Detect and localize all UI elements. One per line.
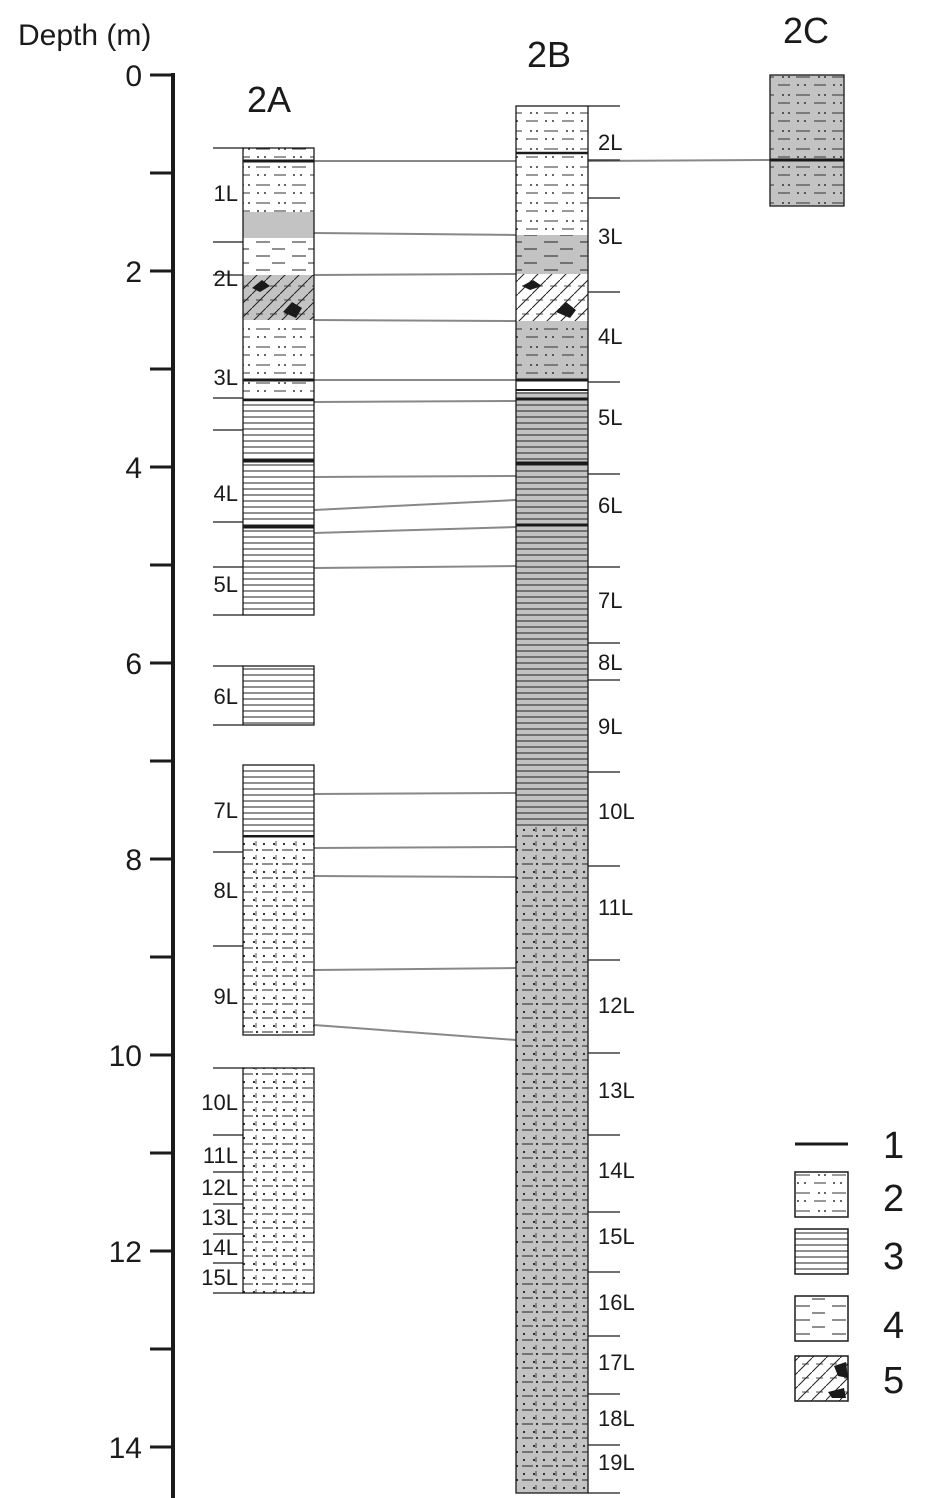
correlation-line	[314, 274, 516, 275]
silt-layer	[243, 148, 314, 212]
axis-tick-label: 8	[125, 844, 142, 877]
hatched-layer	[516, 274, 588, 321]
unit-label-2A: 14L	[201, 1235, 238, 1260]
unit-label-2B: 11L	[598, 895, 634, 920]
unit-label-2B: 10L	[598, 799, 635, 824]
correlation-line	[314, 500, 516, 510]
unit-label-2B: 5L	[598, 405, 623, 430]
unit-label-2B: 7L	[598, 588, 623, 613]
column-2C	[770, 75, 844, 206]
axis-tick-label: 2	[125, 256, 142, 289]
legend-swatch-2	[795, 1172, 848, 1217]
unit-label-2A: 3L	[213, 365, 238, 390]
legend-swatch-4	[795, 1296, 848, 1341]
column-2B-labels	[598, 130, 635, 1475]
sand-layer	[516, 826, 588, 1493]
column-2A	[213, 148, 314, 1293]
unit-label-2A: 1L	[213, 181, 238, 206]
unit-label-2B: 9L	[598, 714, 623, 739]
unit-label-2B: 16L	[598, 1290, 635, 1315]
correlation-line	[314, 1025, 516, 1040]
gray-silt-layer	[770, 75, 844, 206]
column-title-2B: 2B	[527, 34, 572, 75]
gray-clay-layer	[516, 235, 588, 274]
axis-tick-label: 10	[108, 1040, 142, 1073]
column-title-2A: 2A	[247, 79, 292, 120]
correlation-line	[314, 876, 516, 877]
legend	[795, 1125, 904, 1402]
unit-label-2A: 15L	[201, 1265, 238, 1290]
unit-label-2A: 7L	[213, 798, 238, 823]
unit-label-2B: 3L	[598, 224, 623, 249]
hatched-layer	[243, 275, 314, 320]
unit-label-2A: 5L	[213, 572, 238, 597]
legend-key-2: 2	[883, 1178, 905, 1220]
unit-label-2A: 10L	[201, 1090, 238, 1115]
correlation-line	[314, 401, 516, 402]
unit-label-2A: 8L	[213, 878, 238, 903]
unit-label-2B: 8L	[598, 650, 623, 675]
silt-layer	[516, 160, 588, 235]
unit-label-2A: 11L	[202, 1143, 238, 1168]
axis-tick-label: 6	[125, 648, 142, 681]
depth-axis-title: Depth (m)	[18, 19, 152, 52]
legend-swatch-3	[795, 1229, 848, 1274]
laminated-layer	[243, 398, 314, 615]
correlation-line	[314, 847, 516, 848]
correlation-line	[314, 527, 516, 533]
column-2A-labels	[201, 181, 238, 1290]
unit-label-2B: 13L	[598, 1078, 635, 1103]
correlation-line	[314, 793, 516, 794]
legend-key-5: 5	[883, 1360, 905, 1402]
correlation-line	[314, 233, 516, 235]
correlation-line	[314, 968, 516, 970]
unit-label-2A: 4L	[213, 481, 238, 506]
unit-label-2B: 18L	[598, 1406, 635, 1431]
gray-silt-layer	[516, 321, 588, 380]
unit-label-2B: 17L	[598, 1350, 635, 1375]
unit-label-2B: 4L	[598, 324, 623, 349]
silt-layer	[243, 320, 314, 398]
unit-label-2A: 12L	[201, 1175, 238, 1200]
unit-label-2A: 2L	[213, 266, 238, 291]
laminated-layer	[243, 765, 314, 838]
axis-tick-label: 0	[125, 60, 142, 93]
axis-tick-label: 12	[108, 1236, 142, 1269]
correlation-line	[314, 566, 516, 568]
laminated-layer	[516, 392, 588, 826]
sand-layer	[243, 1068, 314, 1293]
sand-layer	[243, 838, 314, 1035]
unit-label-2B: 15L	[598, 1224, 635, 1249]
unit-label-2B: 6L	[598, 493, 623, 518]
laminated-layer	[243, 666, 314, 725]
correlation-line	[314, 476, 516, 477]
unit-label-2B: 19L	[598, 1450, 635, 1475]
clay-layer	[243, 238, 314, 275]
legend-key-3: 3	[883, 1236, 905, 1278]
unit-label-2A: 6L	[213, 684, 238, 709]
legend-key-1: 1	[883, 1125, 905, 1167]
unit-label-2B: 12L	[598, 993, 635, 1018]
unit-label-2B: 2L	[598, 130, 623, 155]
depth-axis-ticks	[109, 60, 173, 1465]
column-title-2C: 2C	[783, 10, 830, 51]
axis-tick-label: 14	[108, 1432, 142, 1465]
legend-key-4: 4	[883, 1305, 905, 1347]
axis-tick-label: 4	[125, 452, 142, 485]
unit-label-2B: 14L	[598, 1158, 635, 1183]
unit-label-2A: 9L	[213, 984, 238, 1009]
correlation-line	[314, 320, 516, 321]
gray-layer	[243, 212, 314, 238]
unit-label-2A: 13L	[201, 1205, 238, 1230]
